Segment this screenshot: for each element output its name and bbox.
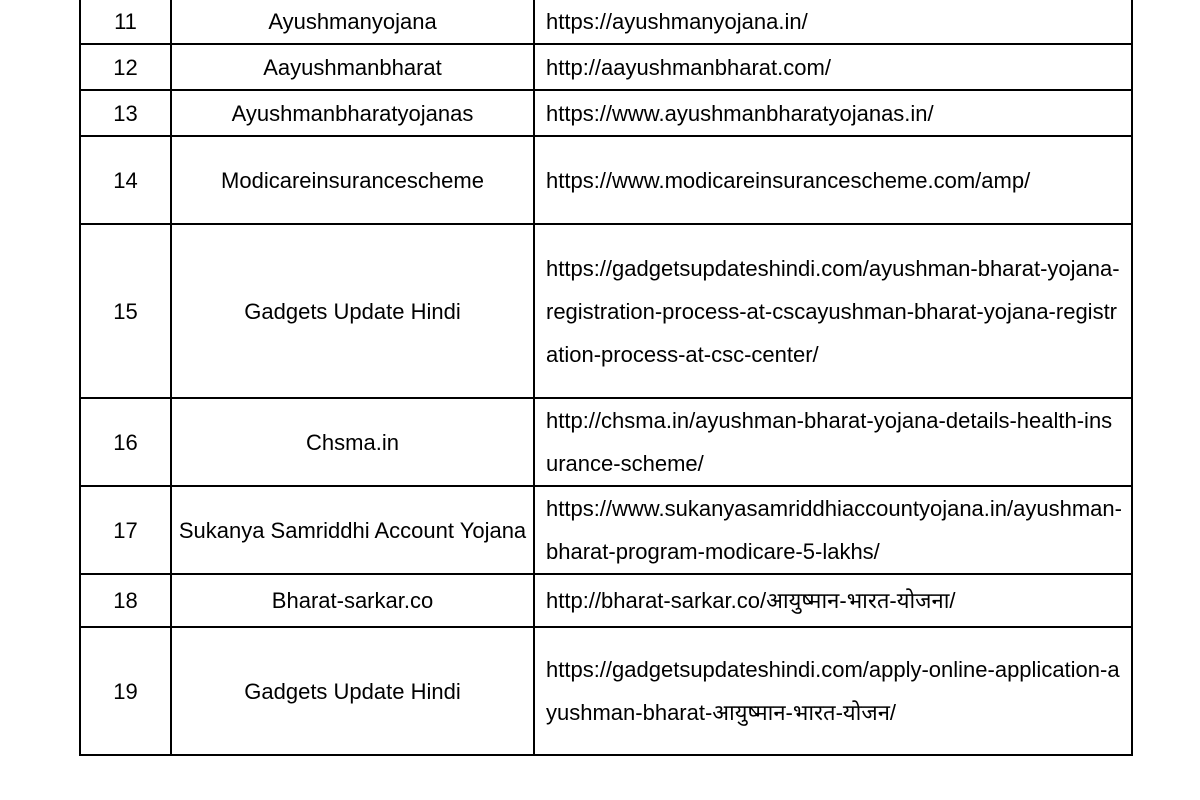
site-url-cell: https://www.modicareinsurancescheme.com/amp/ — [534, 136, 1132, 224]
site-url-cell: http://bharat-sarkar.co/आयुष्मान-भारत-योजना/ — [534, 574, 1132, 627]
site-name-cell: Aayushmanbharat — [171, 44, 534, 90]
serial-number-cell: 12 — [80, 44, 171, 90]
site-url-cell: http://aayushmanbharat.com/ — [534, 44, 1132, 90]
site-name-cell: Sukanya Samriddhi Account Yojana — [171, 486, 534, 574]
serial-number-cell: 17 — [80, 486, 171, 574]
table-row — [80, 486, 1132, 574]
table-row — [80, 90, 1132, 136]
site-name-cell: Chsma.in — [171, 398, 534, 486]
site-url-cell: http://chsma.in/ayushman-bharat-yojana-details-health-insurance-scheme/ — [534, 398, 1132, 486]
website-table-container — [79, 0, 1131, 756]
site-url-cell: https://www.sukanyasamriddhiaccountyojana.in/ayushman-bharat-program-modicare-5-lakhs/ — [534, 486, 1132, 574]
table-row — [80, 0, 1132, 44]
site-name-cell: Bharat-sarkar.co — [171, 574, 534, 627]
serial-number-cell: 14 — [80, 136, 171, 224]
table-row — [80, 224, 1132, 398]
table-row — [80, 627, 1132, 755]
serial-number-cell: 15 — [80, 224, 171, 398]
table-row — [80, 44, 1132, 90]
site-name-cell: Modicareinsurancescheme — [171, 136, 534, 224]
table-row — [80, 136, 1132, 224]
site-name-cell: Ayushmanyojana — [171, 0, 534, 44]
site-url-cell: https://gadgetsupdateshindi.com/apply-online-application-ayushman-bharat-आयुष्मान-भारत-योजन/ — [534, 627, 1132, 755]
website-table — [79, 0, 1133, 756]
site-url-cell: https://www.ayushmanbharatyojanas.in/ — [534, 90, 1132, 136]
serial-number-cell: 13 — [80, 90, 171, 136]
serial-number-cell: 19 — [80, 627, 171, 755]
site-name-cell: Gadgets Update Hindi — [171, 627, 534, 755]
site-name-cell: Ayushmanbharatyojanas — [171, 90, 534, 136]
serial-number-cell: 16 — [80, 398, 171, 486]
site-url-cell: https://ayushmanyojana.in/ — [534, 0, 1132, 44]
site-url-cell: https://gadgetsupdateshindi.com/ayushman-bharat-yojana-registration-process-at-cscayushman-bharat-yojana-registration-process-at-csc-center/ — [534, 224, 1132, 398]
site-name-cell: Gadgets Update Hindi — [171, 224, 534, 398]
serial-number-cell: 11 — [80, 0, 171, 44]
serial-number-cell: 18 — [80, 574, 171, 627]
table-row — [80, 398, 1132, 486]
table-row — [80, 574, 1132, 627]
